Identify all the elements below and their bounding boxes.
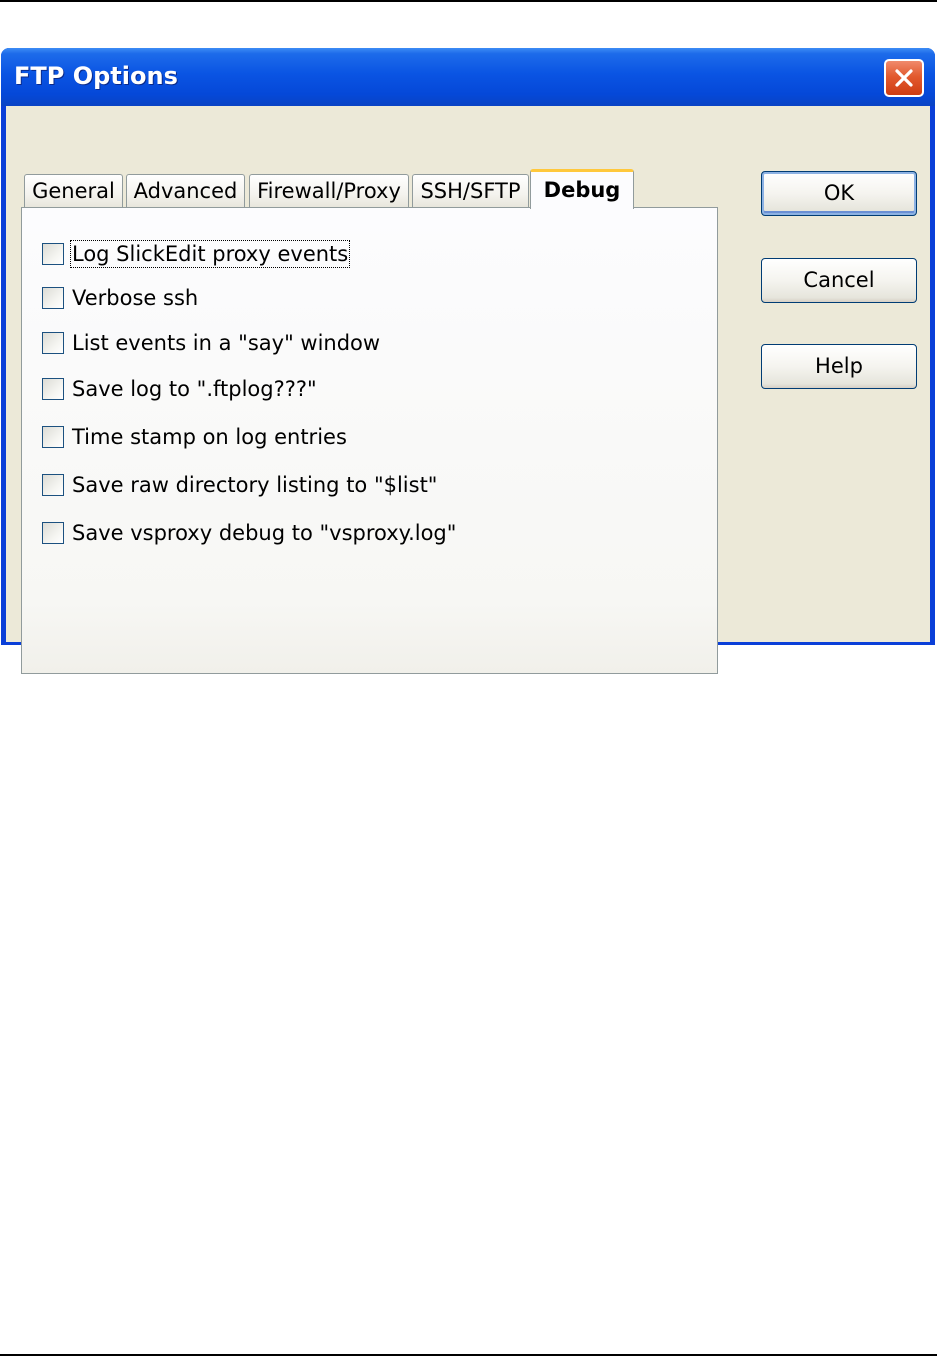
tab-debug[interactable]: Debug bbox=[530, 169, 634, 209]
option-label: Save log to ".ftplog???" bbox=[72, 377, 317, 401]
dialog-title: FTP Options bbox=[14, 62, 178, 90]
tab-advanced[interactable]: Advanced bbox=[126, 174, 245, 207]
option-label: Log SlickEdit proxy events bbox=[72, 242, 349, 266]
close-icon bbox=[894, 68, 914, 88]
checkbox-time-stamp[interactable] bbox=[42, 426, 64, 448]
page-top-rule bbox=[0, 0, 937, 2]
checkbox-save-raw-directory[interactable] bbox=[42, 474, 64, 496]
debug-tab-panel bbox=[21, 207, 718, 674]
close-button[interactable] bbox=[884, 59, 924, 97]
ok-button[interactable]: OK bbox=[761, 171, 917, 216]
option-list-events-say-window[interactable] bbox=[42, 330, 380, 356]
dialog-body bbox=[6, 106, 930, 642]
cancel-button[interactable]: Cancel bbox=[761, 258, 917, 303]
checkbox-save-log[interactable] bbox=[42, 378, 64, 400]
checkbox-save-vsproxy-debug[interactable] bbox=[42, 522, 64, 544]
option-label: Verbose ssh bbox=[72, 286, 199, 310]
tab-general[interactable]: General bbox=[24, 174, 123, 207]
title-bar[interactable] bbox=[1, 48, 935, 106]
tab-firewall-proxy[interactable]: Firewall/Proxy bbox=[249, 174, 409, 207]
option-save-raw-directory[interactable] bbox=[42, 472, 437, 498]
option-label: Save vsproxy debug to "vsproxy.log" bbox=[72, 521, 457, 545]
option-label: Save raw directory listing to "$list" bbox=[72, 473, 438, 497]
option-log-proxy-events[interactable] bbox=[42, 241, 348, 267]
page-bottom-rule bbox=[0, 1354, 937, 1356]
option-save-log[interactable] bbox=[42, 376, 317, 402]
option-label: Time stamp on log entries bbox=[72, 425, 347, 449]
checkbox-log-proxy-events[interactable] bbox=[42, 243, 64, 265]
checkbox-list-events-say-window[interactable] bbox=[42, 332, 64, 354]
option-save-vsproxy-debug[interactable] bbox=[42, 520, 456, 546]
option-verbose-ssh[interactable] bbox=[42, 285, 198, 311]
option-label: List events in a "say" window bbox=[72, 331, 381, 355]
option-time-stamp[interactable] bbox=[42, 424, 347, 450]
help-button[interactable]: Help bbox=[761, 344, 917, 389]
checkbox-verbose-ssh[interactable] bbox=[42, 287, 64, 309]
ftp-options-dialog bbox=[1, 48, 935, 645]
tab-ssh-sftp[interactable]: SSH/SFTP bbox=[412, 174, 529, 207]
